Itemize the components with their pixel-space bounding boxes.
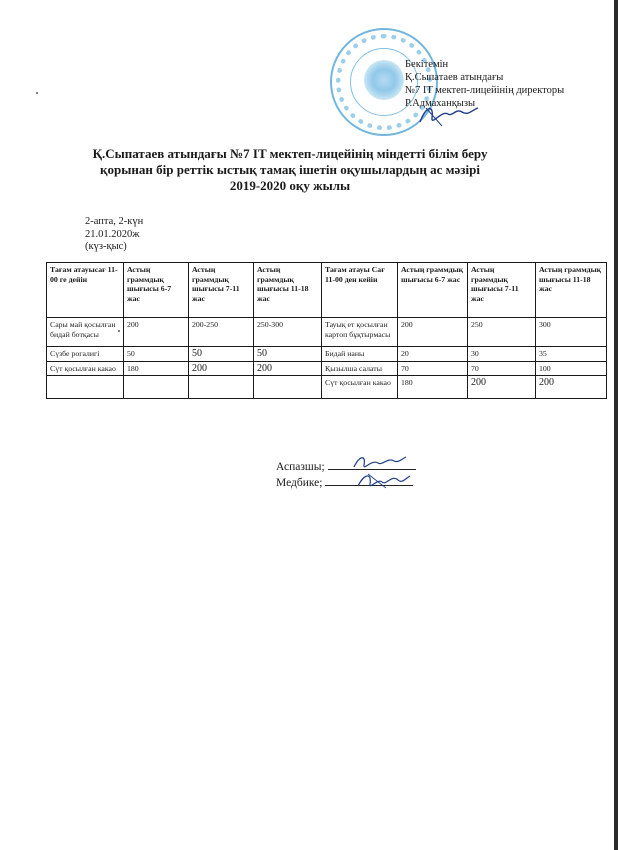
table-row: [47, 318, 607, 347]
approval-line: Бекітемін: [405, 59, 449, 70]
menu-date: 21.01.2020ж: [85, 228, 140, 240]
approval-line: Қ.Сыпатаев атындағы: [405, 72, 504, 83]
table-cell: 180: [398, 376, 468, 399]
table-cell: 200: [468, 376, 536, 399]
table-cell: Бидай наны: [322, 347, 398, 362]
table-cell: Сүт қосылған какао: [47, 361, 124, 376]
header-cell: Астың граммдық шығысы 11-18 жас: [536, 263, 607, 318]
table-row: [47, 347, 607, 362]
title-line: Қ.Сыпатаев атындағы №7 IT мектеп-лицейінің міндетті білім беру: [92, 146, 488, 161]
seal-emblem: [364, 60, 404, 100]
table-cell: Сүт қосылған какао: [322, 376, 398, 399]
table-cell: [254, 376, 322, 399]
director-signature: [412, 100, 482, 130]
table-row: [47, 376, 607, 399]
table-cell: 30: [468, 347, 536, 362]
table-cell: 70: [398, 361, 468, 376]
table-cell: [189, 376, 254, 399]
table-cell: 50: [124, 347, 189, 362]
table-cell: Сары май қосылған бидай ботқасы: [47, 318, 124, 347]
table-cell: 180: [124, 361, 189, 376]
scan-edge: [614, 0, 618, 850]
header-cell: Тағам атауы Сағ 11-00 ден кейін: [322, 263, 398, 318]
table-cell: 250: [468, 318, 536, 347]
table-cell: 100: [536, 361, 607, 376]
table-cell: 70: [468, 361, 536, 376]
table-cell: [47, 376, 124, 399]
header-cell: Астың граммдық шығысы 6-7 жас: [398, 263, 468, 318]
table-cell: 200: [398, 318, 468, 347]
header-cell: Астың граммдық шығысы 7-11 жас: [189, 263, 254, 318]
table-cell: 200: [124, 318, 189, 347]
approval-line: №7 IT мектеп-лицейінің директоры: [405, 85, 565, 96]
table-cell: 300: [536, 318, 607, 347]
week-day: 2-апта, 2-күн: [85, 216, 144, 227]
table-cell: Сүзбе рогалигі: [47, 347, 124, 362]
nurse-signature: [352, 468, 412, 492]
table-cell: 20: [398, 347, 468, 362]
table-cell: 35: [536, 347, 607, 362]
document-title: [60, 146, 520, 194]
header-cell: Астың граммдық шығысы 11-18 жас: [254, 263, 322, 318]
header-cell: Тағам атауысағ 11-00 ге дейін: [47, 263, 124, 318]
table-cell: 200: [536, 376, 607, 399]
table-cell: 50: [189, 347, 254, 362]
season: (күз-қыс): [85, 241, 127, 252]
table-cell: Тауық ет қосылған картоп бұқтырмасы: [322, 318, 398, 347]
header-cell: Астың граммдық шығысы 6-7 жас: [124, 263, 189, 318]
table-row: [47, 361, 607, 376]
table-header-row: [47, 263, 607, 318]
table-cell: Қызылша салаты: [322, 361, 398, 376]
table-cell: 200: [189, 361, 254, 376]
table-cell: 200: [254, 361, 322, 376]
title-line: қорынан бір реттік ыстық тамақ ішетін оқушылардың ас мәзірі: [100, 162, 480, 177]
title-line: 2019-2020 оқу жылы: [229, 178, 351, 193]
approval-line: Р.Адмаханқызы: [405, 98, 476, 109]
menu-table: [46, 262, 607, 399]
header-cell: Астың граммдық шығысы 7-11 жас: [468, 263, 536, 318]
nurse-label: Медбике;: [276, 477, 323, 489]
cook-label: Аспазшы;: [276, 461, 325, 473]
table-cell: 50: [254, 347, 322, 362]
table-cell: [124, 376, 189, 399]
menu-meta: [85, 216, 143, 254]
scan-speck: [36, 92, 38, 94]
table-cell: 200-250: [189, 318, 254, 347]
table-cell: 250-300: [254, 318, 322, 347]
